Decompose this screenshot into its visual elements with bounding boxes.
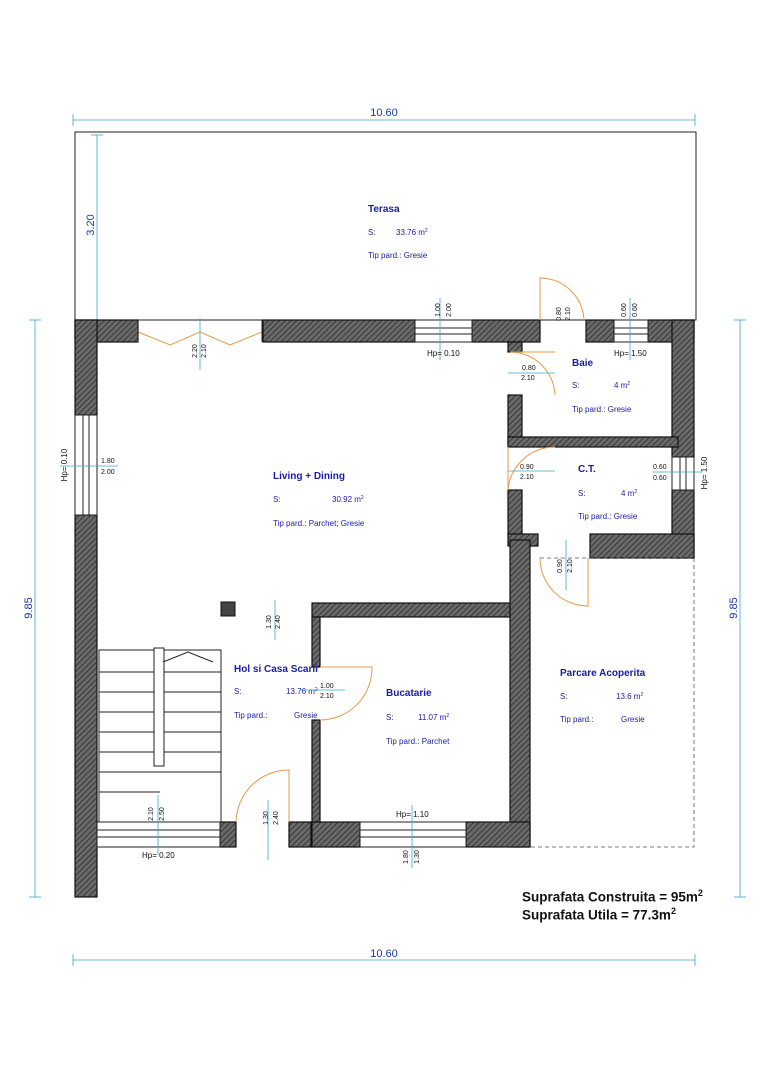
svg-text:Hp= 0.20: Hp= 0.20 — [142, 851, 175, 860]
svg-text:S:: S: — [273, 495, 281, 504]
svg-text:9.85: 9.85 — [728, 597, 740, 619]
svg-text:0.90: 0.90 — [520, 464, 534, 471]
svg-text:2.10: 2.10 — [148, 807, 155, 821]
svg-text:10.60: 10.60 — [370, 948, 398, 960]
svg-text:Hp= 1.10: Hp= 1.10 — [396, 810, 429, 819]
svg-text:Bucatarie: Bucatarie — [386, 688, 432, 699]
dimension-bottom — [73, 948, 695, 966]
svg-text:Living + Dining: Living + Dining — [273, 471, 345, 482]
svg-text:0.80: 0.80 — [522, 365, 536, 372]
svg-text:Hp= 1.50: Hp= 1.50 — [614, 349, 647, 358]
svg-text:2.10: 2.10 — [320, 693, 334, 700]
svg-text:Tip pard.: Gresie: Tip pard.: Gresie — [578, 512, 638, 521]
svg-text:4 m2: 4 $m^2$ — [614, 381, 631, 390]
svg-text:1.30: 1.30 — [266, 615, 273, 629]
dimension-left — [23, 320, 41, 897]
svg-text:2.20: 2.20 — [192, 344, 199, 358]
svg-text:2.50: 2.50 — [159, 807, 166, 821]
windows — [75, 320, 694, 847]
room-living — [273, 471, 365, 528]
svg-text:S:: S: — [560, 692, 568, 701]
dimension-right — [728, 320, 746, 897]
svg-text:1.00: 1.00 — [320, 683, 334, 690]
svg-text:2.10: 2.10 — [521, 375, 535, 382]
parking-outline — [530, 558, 694, 847]
dimension-top — [73, 107, 695, 126]
svg-text:2.10: 2.10 — [201, 344, 208, 358]
room-hol — [234, 664, 318, 720]
svg-text:1.00: 1.00 — [435, 303, 442, 317]
svg-text:1.80: 1.80 — [403, 850, 410, 864]
room-parcare — [560, 668, 646, 724]
svg-text:Gresie: Gresie — [621, 715, 645, 724]
svg-text:1.30: 1.30 — [263, 811, 270, 825]
svg-text:Tip pard.: Gresie: Tip pard.: Gresie — [572, 405, 632, 414]
svg-text:2.10: 2.10 — [567, 559, 574, 573]
svg-text:Tip pard.:: Tip pard.: — [234, 711, 268, 720]
svg-text:S:: S: — [578, 489, 586, 498]
svg-text:0.80: 0.80 — [556, 307, 563, 321]
svg-text:2.00: 2.00 — [446, 303, 453, 317]
svg-text:4 m2: 4 $m^2$ — [621, 489, 638, 498]
dimension-terrace — [85, 135, 103, 320]
svg-text:Tip pard.: Parchet: Tip pard.: Parchet — [386, 737, 450, 746]
summary-utila: Suprafata Utila = $77.3m^2$ — [522, 906, 676, 923]
svg-text:Gresie: Gresie — [294, 711, 318, 720]
svg-text:0.60: 0.60 — [653, 464, 667, 471]
svg-text:Hp= 1.50: Hp= 1.50 — [700, 456, 709, 490]
svg-text:Parcare Acoperita: Parcare Acoperita — [560, 668, 646, 679]
svg-text:0.60: 0.60 — [621, 303, 628, 317]
svg-text:11.07 m2: 11.07 $m^2$ — [418, 713, 450, 722]
svg-text:33.76 m2: 33.76 $m^2$ — [396, 228, 428, 237]
terrace-outline — [75, 132, 696, 320]
svg-text:0.60: 0.60 — [632, 303, 639, 317]
svg-text:9.85: 9.85 — [23, 597, 35, 619]
svg-text:30.92 m2: 30.92 $m^2$ — [332, 495, 364, 504]
svg-text:Baie: Baie — [572, 358, 594, 369]
staircase — [99, 648, 221, 822]
svg-text:2.40: 2.40 — [275, 615, 282, 629]
svg-text:Hp= 0.10: Hp= 0.10 — [427, 349, 460, 358]
svg-text:2.40: 2.40 — [273, 811, 280, 825]
svg-text:Tip pard.: Gresie: Tip pard.: Gresie — [368, 251, 428, 260]
svg-text:2.10: 2.10 — [565, 307, 572, 321]
svg-text:Terasa: Terasa — [368, 204, 400, 215]
svg-text:S:: S: — [572, 381, 580, 390]
opening-labels — [60, 298, 709, 868]
room-ct — [578, 464, 638, 521]
room-bucatarie — [386, 688, 450, 746]
svg-text:Hp= 0.10: Hp= 0.10 — [60, 448, 69, 482]
svg-text:13.6 m2: 13.6 $m^2$ — [616, 692, 644, 701]
room-terasa — [368, 204, 428, 260]
svg-text:0.90: 0.90 — [557, 559, 564, 573]
svg-text:1.80: 1.80 — [101, 458, 115, 465]
svg-text:13.76 m2: 13.76 $m^2$ — [286, 687, 318, 696]
svg-text:1.30: 1.30 — [414, 850, 421, 864]
svg-text:2.00: 2.00 — [101, 469, 115, 476]
svg-text:C.T.: C.T. — [578, 464, 596, 475]
summary-construita: Suprafata Construita = $95m^2$ — [522, 888, 703, 905]
svg-text:S:: S: — [368, 228, 376, 237]
svg-text:S:: S: — [386, 713, 394, 722]
svg-text:S:: S: — [234, 687, 242, 696]
svg-text:3.20: 3.20 — [85, 214, 97, 236]
svg-text:2.10: 2.10 — [520, 474, 534, 481]
room-baie — [572, 358, 632, 414]
svg-text:0.60: 0.60 — [653, 475, 667, 482]
svg-text:Tip pard.:: Tip pard.: — [560, 715, 594, 724]
svg-text:10.60: 10.60 — [370, 107, 398, 119]
column — [221, 602, 235, 616]
svg-text:Hol si Casa Scarii: Hol si Casa Scarii — [234, 664, 318, 675]
svg-text:Tip pard.: Parchet; Gresie: Tip pard.: Parchet; Gresie — [273, 519, 365, 528]
